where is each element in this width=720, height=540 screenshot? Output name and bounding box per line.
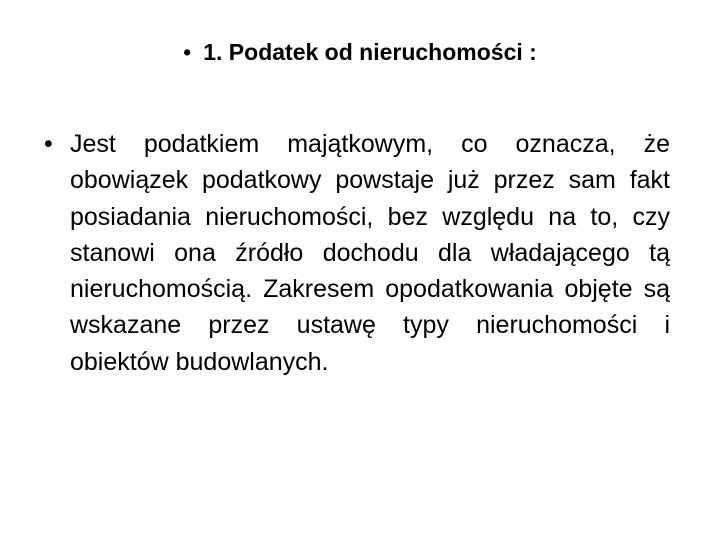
bullet-icon: • bbox=[44, 130, 53, 158]
bullet-icon: • bbox=[183, 39, 192, 65]
list-item bbox=[44, 126, 670, 380]
list-item-text: Jest podatkiem majątkowym, co oznacza, że obowiązek podatkowy powstaje już przez sam fakt posiadania nieruchomości, bez względu na to, czy stanowi ona źródło dochodu dla władającego tą nieruchomością. Zakresem opodatkowania objęte są wskazane przez ustawę typy nieruchomości i obiektów budowlanych. bbox=[70, 130, 670, 376]
slide-title-text: 1. Podatek od nieruchomości : bbox=[203, 39, 537, 65]
bullet-list bbox=[44, 126, 670, 380]
slide-title bbox=[0, 36, 720, 68]
